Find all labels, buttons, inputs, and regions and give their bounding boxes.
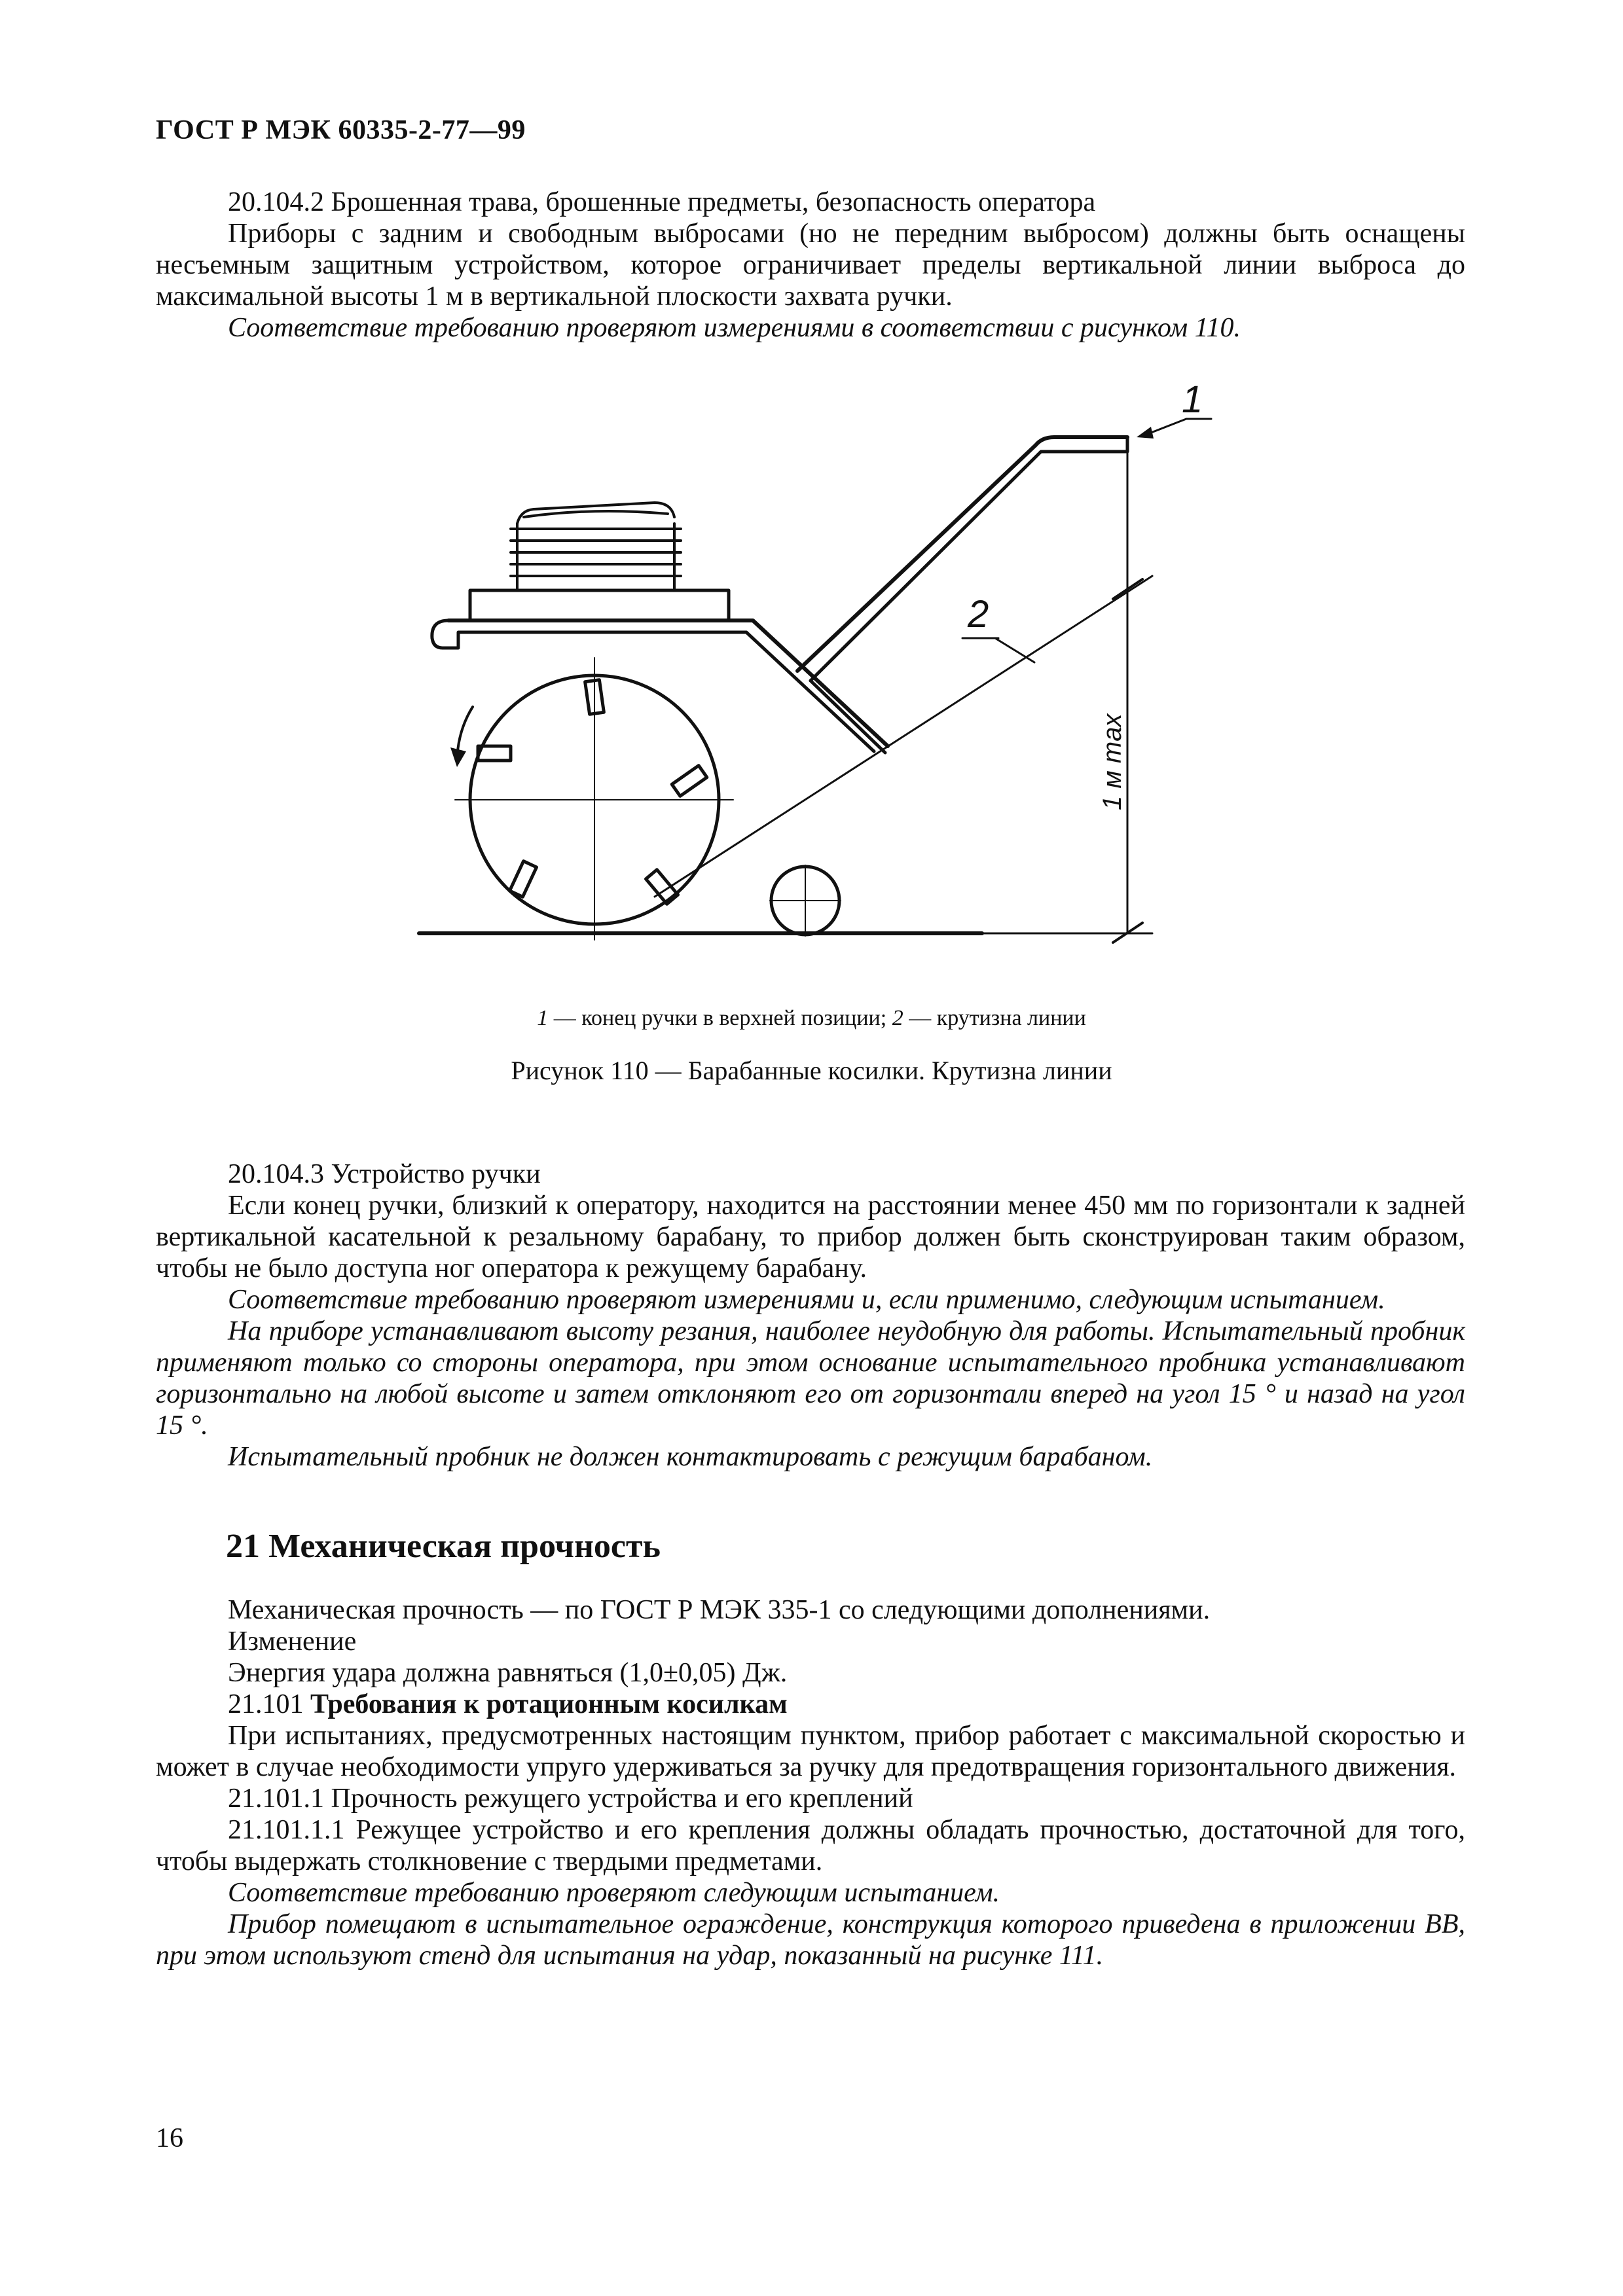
test-paragraph: Прибор помещают в испытательное ограждение, конструкция которого приведена в приложении ВВ, при этом используют стенд для испытания на удар, показанный на рисунке 111. (156, 1909, 1465, 1971)
blade (509, 861, 536, 897)
figure-legend (0, 1006, 1623, 1031)
paragraph: Если конец ручки, близкий к оператору, находится на расстоянии менее 450 мм по горизонтали к задней вертикальной касательной к резальному барабану, то прибор должен быть сконструирован таким образом, чтобы не было доступа ног оператора к режущему барабану. (156, 1191, 1465, 1283)
check-paragraph: Соответствие требованию проверяют измерениями и, если применимо, следующим испытанием. (228, 1285, 1385, 1315)
motor (511, 503, 681, 590)
mower-figure (0, 0, 1623, 995)
section-21-heading: 21 Механическая прочность (226, 1528, 661, 1565)
section-title: 20.104.3 Устройство ручки (228, 1159, 541, 1189)
page-number: 16 (156, 2123, 183, 2153)
paragraph: При испытаниях, предусмотренных настоящим пунктом, прибор работает с максимальной скоростью и может в случае необходимости упруго удерживаться за ручку для предотвращения горизонтального движения. (156, 1721, 1465, 1782)
page-header: ГОСТ Р МЭК 60335-2-77—99 (156, 115, 526, 145)
figure-caption: Рисунок 110 — Барабанные косилки. Крутизна линии (511, 1056, 1112, 1085)
paragraph: 21.101.1 Прочность режущего устройства и его креплений (228, 1784, 913, 1814)
legend-num-2: 2 (892, 1006, 903, 1030)
subsection-number: 21.101 (228, 1689, 310, 1719)
legend-num-1: 1 (537, 1006, 549, 1030)
test-paragraph: На приборе устанавливают высоту резания, наиболее неудобную для работы. Испытательный пробник применяют только со стороны оператора, при этом основание испытательного пробника устанавливают горизонтально на любой высоте и затем отклоняют его от горизонтали вперед на угол 15 ° и назад на угол 15 °. (156, 1316, 1465, 1441)
subsection-heading: Требования к ротационным косилкам (310, 1689, 788, 1719)
paragraph: Энергия удара должна равняться (1,0±0,05) Дж. (228, 1658, 788, 1688)
legend-text-2: — крутизна линии (903, 1006, 1086, 1030)
section-title: 20.104.2 Брошенная трава, брошенные предметы, безопасность оператора (228, 187, 1096, 217)
paragraph: Изменение (228, 1626, 357, 1657)
figure-label-1: 1 (1182, 378, 1203, 421)
handle (797, 437, 1127, 671)
slope-line (655, 576, 1152, 897)
check-paragraph: Соответствие требованию проверяют следующим испытанием. (228, 1878, 1000, 1908)
paragraph: Приборы с задним и свободным выбросами (но не передним выбросом) должны быть оснащены несъемным защитным устройством, которое ограничивает пределы вертикальной линии выброса до максимальной высоты 1 м в вертикальной плоскости захвата ручки. (156, 219, 1465, 312)
section-21 (156, 1594, 1465, 1971)
section-20-104-3 (156, 1158, 1465, 1473)
paragraph: 21.101.1.1 Режущее устройство и его крепления должны обладать прочностью, достаточной для того, чтобы выдержать столкновение с твердыми предметами. (156, 1815, 1465, 1876)
legend-text-1: — конец ручки в верхней позиции; (548, 1006, 892, 1030)
blade (672, 766, 707, 797)
dimension-label: 1 м max (1098, 713, 1127, 810)
result-paragraph: Испытательный пробник не должен контактировать с режущим барабаном. (228, 1442, 1153, 1472)
figure-label-2: 2 (968, 593, 989, 636)
subsection-title (156, 1689, 1465, 1720)
blade (646, 870, 678, 904)
check-paragraph: Соответствие требованию проверяют измерениями в соответствии с рисунком 110. (228, 313, 1241, 343)
housing-plate (470, 590, 729, 620)
paragraph: Механическая прочность — по ГОСТ Р МЭК 335-1 со следующими дополнениями. (228, 1595, 1211, 1625)
